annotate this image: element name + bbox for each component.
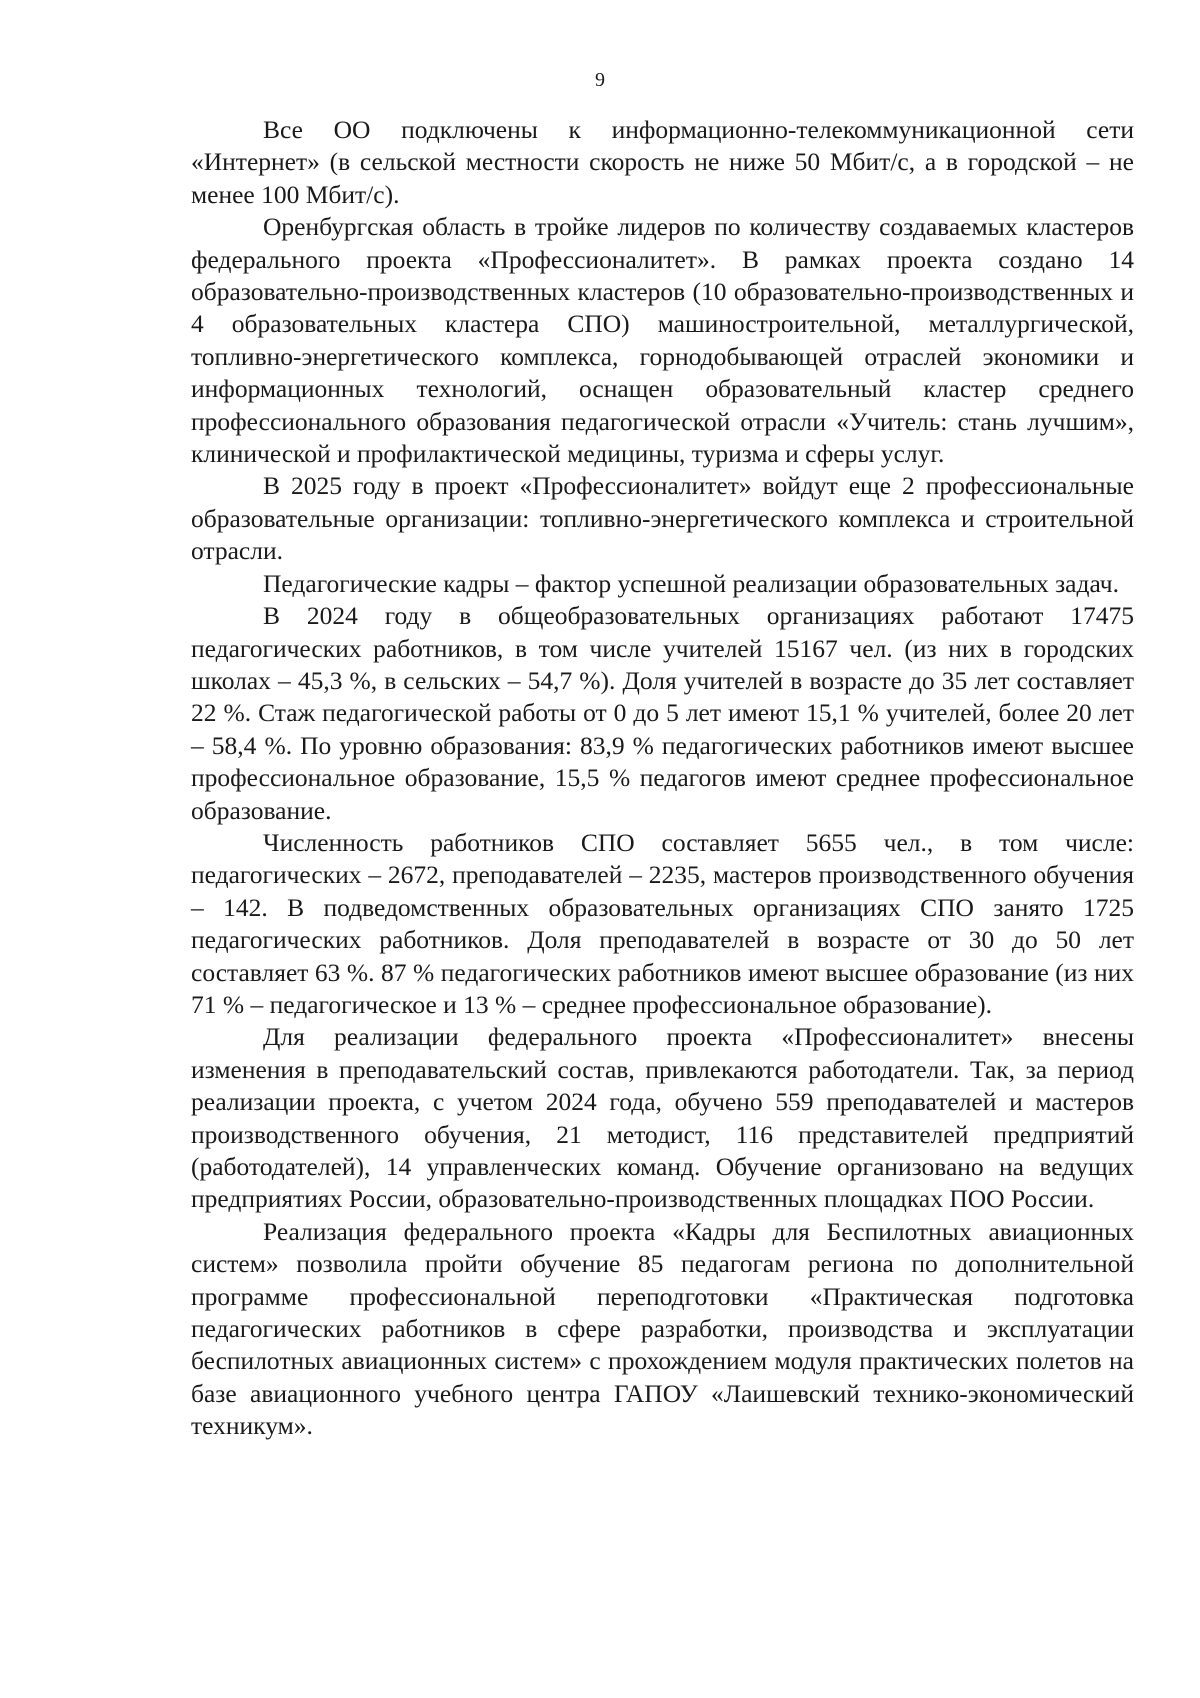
paragraph-professionalitet-clusters: Оренбургская область в тройке лидеров по количеству создаваемых кластеров федерального проекта «Профессионалитет». В рамках проекта создано 14 образовательно-производственных кластеров (10 образовательно-производственных и 4 образовательных кластера СПО) машиностроительной, металлургической, топливно-энергетического комплекса, горнодобывающей отраслей экономики и информационных технологий, оснащен образовательный кластер среднего профессионального образования педагогической отрасли «Учитель: стань лучшим», клинической и профилактической медицины, туризма и сферы услуг.	[191, 212, 1134, 469]
document-body	[191, 114, 1134, 1443]
page-number: 9	[595, 69, 605, 91]
paragraph-teacher-training: Для реализации федерального проекта «Профессионалитет» внесены изменения в преподавательский состав, привлекаются работодатели. Так, за период реализации проекта, с учетом 2024 года, обучено 559 преподавателей и мастеров производственного обучения, 21 методист, 116 представителей предприятий (работодателей), 14 управленческих команд. Обучение организовано на ведущих предприятиях России, образовательно-производственных площадках ПОО России.	[191, 1022, 1134, 1214]
paragraph-spo-staff: Численность работников СПО составляет 5655 чел., в том числе: педагогических – 2672, преподавателей – 2235, мастеров производственного обучения – 142. В подведомственных образовательных организациях СПО занято 1725 педагогических работников. Доля преподавателей в возрасте от 30 до 50 лет составляет 63 %. 87 % педагогических работников имеют высшее образование (из них 71 % – педагогическое и 13 % – среднее профессиональное образование).	[191, 827, 1134, 1019]
paragraph-professionalitet-2025: В 2025 году в проект «Профессионалитет» войдут еще 2 профессиональные образовательные организации: топливно-энергетического комплекса и строительной отрасли.	[191, 471, 1134, 566]
paragraph-pedagogical-staff-intro: Педагогические кадры – фактор успешной реализации образовательных задач.	[263, 568, 1119, 598]
paragraph-uav-training: Реализация федерального проекта «Кадры для Беспилотных авиационных систем» позволила пройти обучение 85 педагогам региона по дополнительной программе профессиональной переподготовки «Практическая подготовка педагогических работников в сфере разработки, производства и эксплуатации беспилотных авиационных систем» с прохождением модуля практических полетов на базе авиационного учебного центра ГАПОУ «Лаишевский технико-экономический техникум».	[191, 1216, 1134, 1441]
paragraph-internet-connectivity: Все ОО подключены к информационно-телекоммуникационной сети «Интернет» (в сельской местности скорость не ниже 50 Мбит/с, а в городской – не менее 100 Мбит/с).	[191, 115, 1134, 209]
paragraph-general-education-staff: В 2024 году в общеобразовательных организациях работают 17475 педагогических работников, в том числе учителей 15167 чел. (из них в городских школах – 45,3 %, в сельских – 54,7 %). Доля учителей в возрасте до 35 лет составляет 22 %. Стаж педагогической работы от 0 до 5 лет имеют 15,1 % учителей, более 20 лет – 58,4 %. По уровню образования: 83,9 % педагогических работников имеют высшее профессиональное образование, 15,5 % педагогов имеют среднее профессиональное образование.	[191, 601, 1134, 825]
